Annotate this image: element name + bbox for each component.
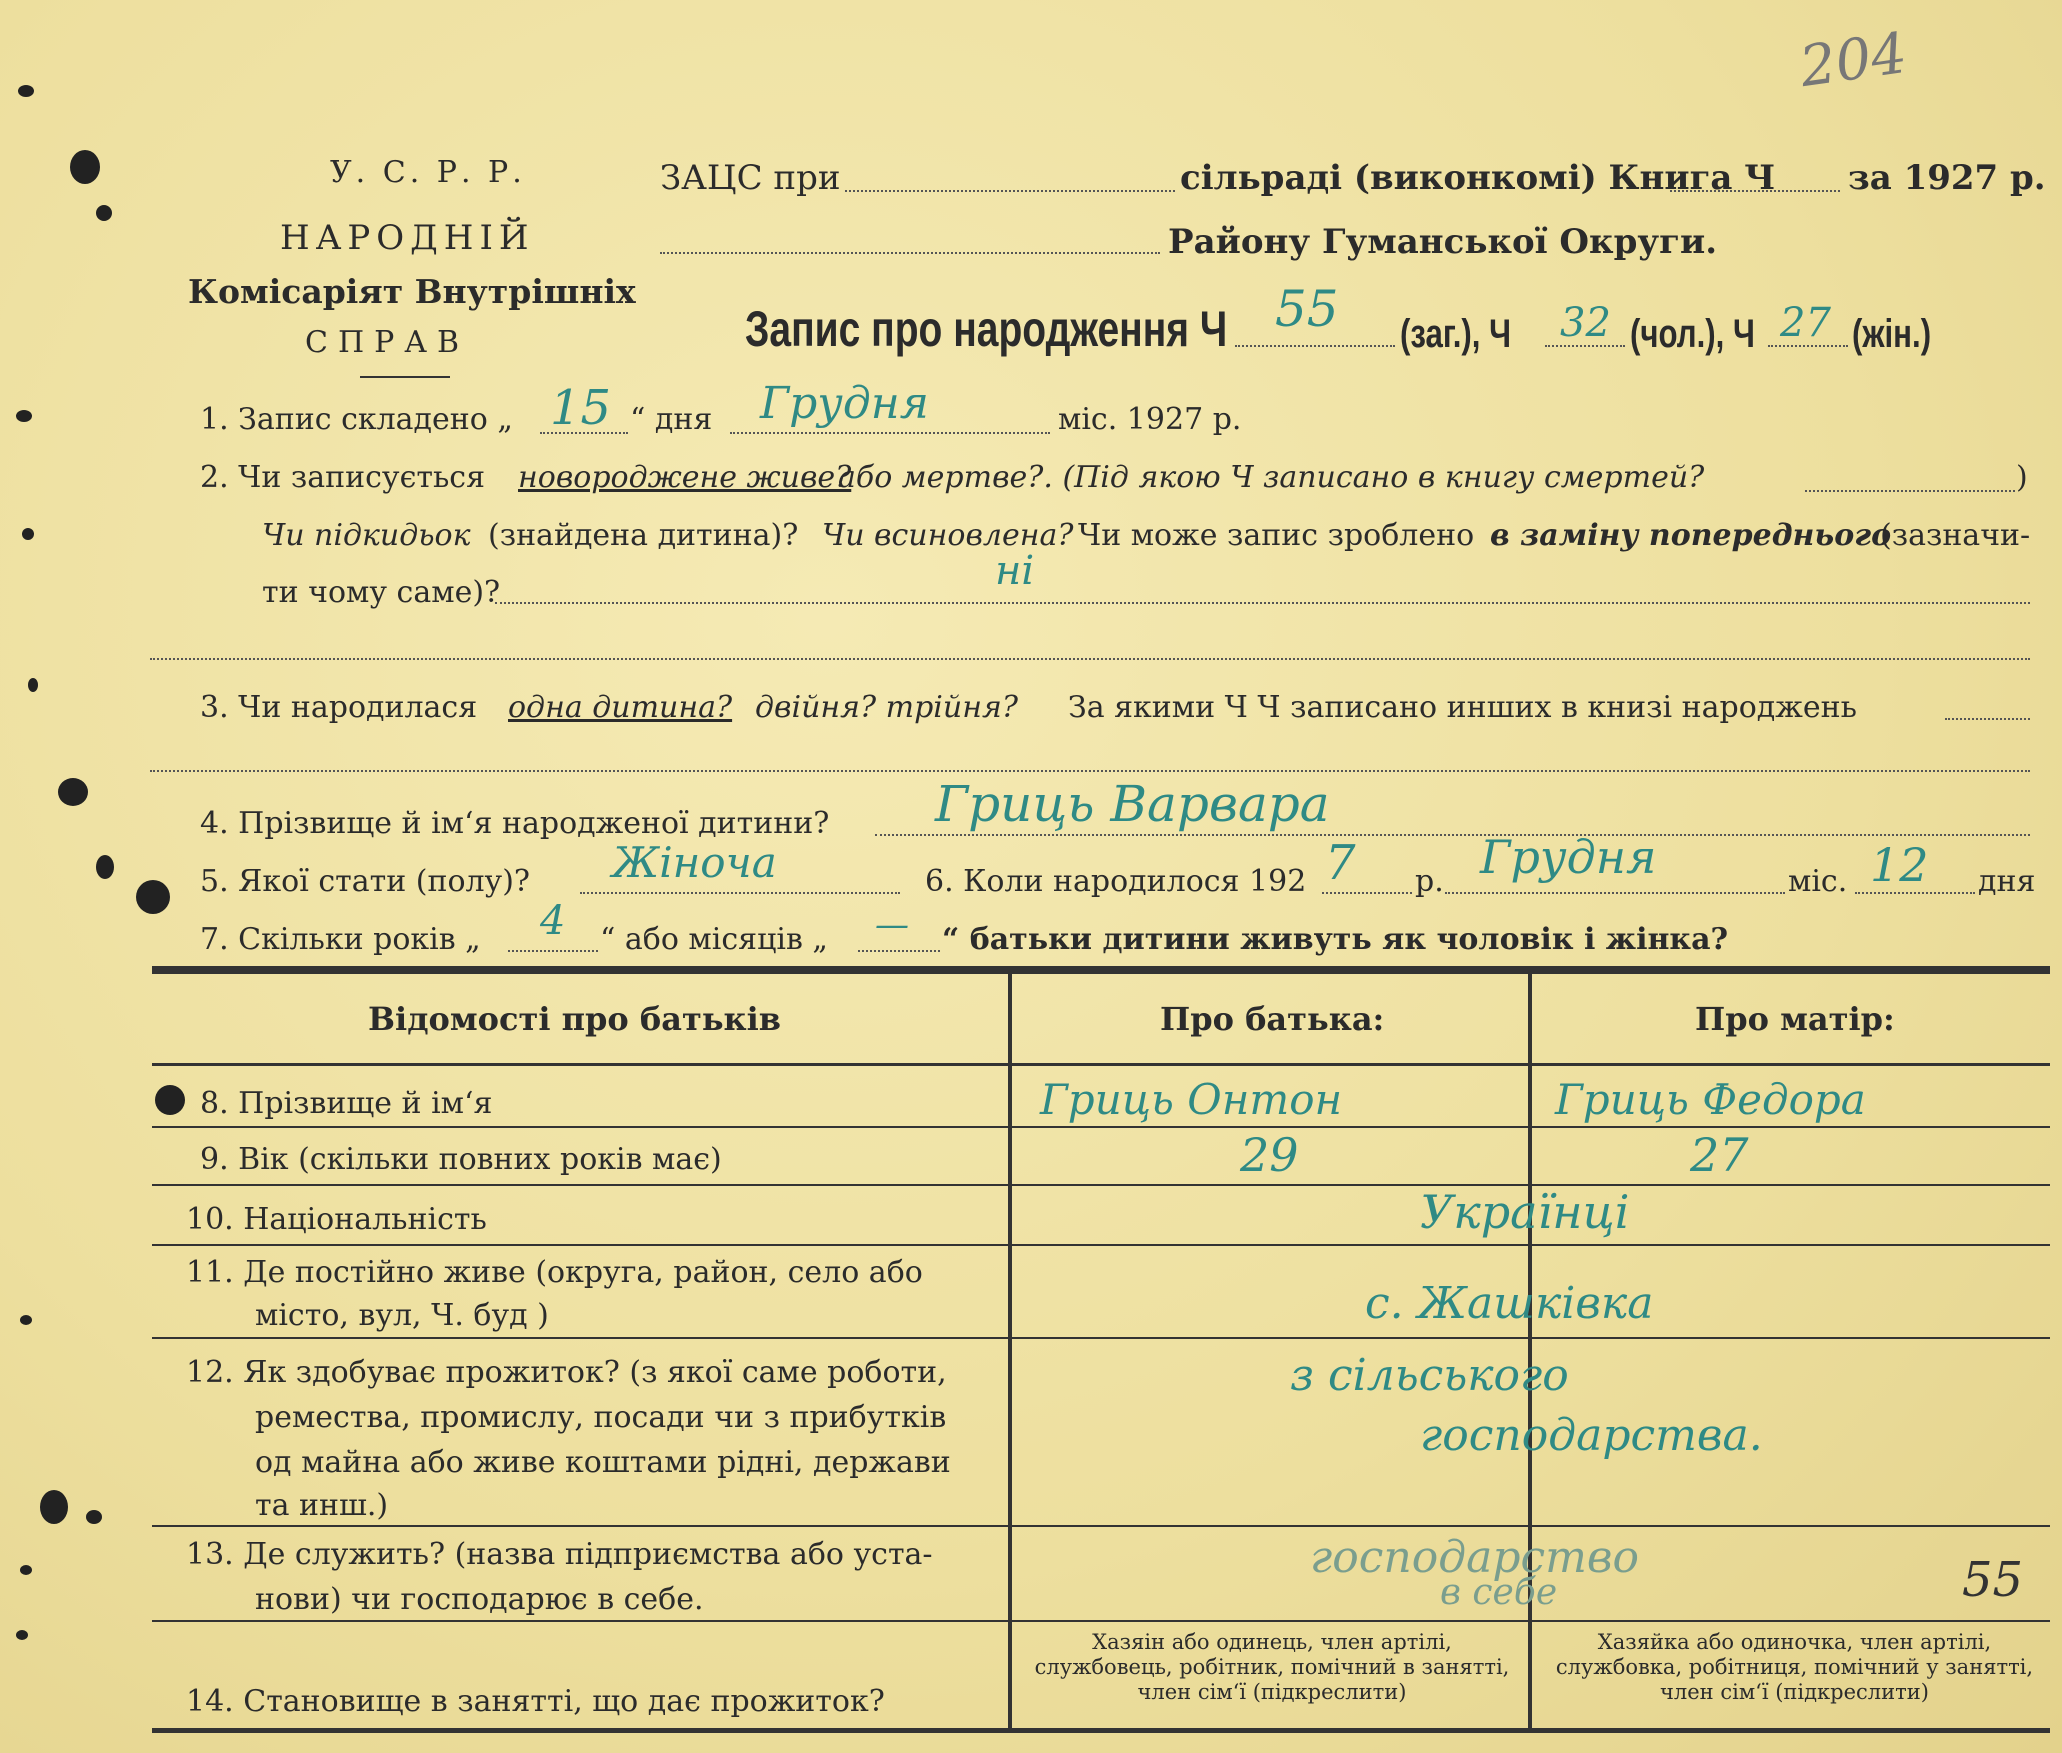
- q2-death-blank: [1805, 490, 2015, 492]
- q2-line2-f: (зазначи-: [1880, 518, 2031, 553]
- q1-prefix: 1. Запис складено „: [200, 402, 513, 437]
- punch-hole: [20, 1315, 32, 1325]
- q2-line1-c: або мертве?. (Під якою Ч записано в книгу смертей?: [838, 460, 1705, 495]
- row9-mother: 27: [1690, 1128, 1749, 1182]
- q1-mid: “ дня: [630, 402, 713, 437]
- row-rule: [152, 1525, 2050, 1527]
- q4-label: 4. Прізвище й ім‘я народженої дитини?: [200, 806, 830, 841]
- q6-dnya: дня: [1978, 864, 2036, 899]
- q6-year: 7: [1325, 835, 1356, 891]
- q6-day-blank: [1855, 892, 1975, 894]
- q7-years: 4: [540, 898, 566, 944]
- q2-reason-blank: [495, 602, 2030, 604]
- row-rule: [152, 1244, 2050, 1246]
- row11-label-1: 11. Де постійно живе (округа, район, село або: [186, 1255, 923, 1290]
- row14-father-options: Хазяін або одинець, член артілі, службовець, робітник, помічний в занятті, член сім‘ї (підкреслити): [1034, 1630, 1510, 1704]
- female-number: 27: [1780, 300, 1831, 346]
- punch-hole: [16, 1630, 28, 1640]
- district-line: Району Гуманської Округи.: [1168, 222, 1718, 262]
- punch-hole: [136, 880, 170, 914]
- header-state: У. С. Р. Р.: [330, 155, 526, 190]
- q6-prefix: 6. Коли народилося 192: [925, 864, 1307, 899]
- q2-extra-blank: [150, 658, 2030, 660]
- general-no-blank: [1235, 345, 1395, 347]
- punch-hole: [155, 1085, 185, 1115]
- office-suffix: за 1927 р.: [1848, 158, 2046, 198]
- q2-line1-end: ): [2016, 460, 2028, 495]
- row-rule: [152, 1337, 2050, 1339]
- row14-mother-options: Хазяйка або одиночка, член артілі, службовка, робітниця, помічний у занятті, член сім‘ї (підкреслити): [1555, 1630, 2034, 1704]
- q7-c: “ батьки дитини живуть як чоловік і жінка?: [942, 922, 1729, 957]
- q5-answer: Жіноча: [612, 838, 777, 887]
- row8-label: 8. Прізвище й ім‘я: [200, 1086, 493, 1121]
- row9-father: 29: [1240, 1128, 1299, 1182]
- row12-label-1: 12. Як здобуває прожиток? (з якої саме роботи,: [186, 1355, 947, 1390]
- q6-month-blank: [1445, 892, 1785, 894]
- row8-mother: Гриць Федора: [1555, 1075, 1866, 1124]
- punch-hole: [86, 1510, 102, 1524]
- q2-line2-c: Чи всиновлена?: [822, 518, 1074, 553]
- q4-blank: [875, 834, 2030, 836]
- punch-hole: [58, 778, 88, 806]
- row13-both-1: господарство: [1310, 1532, 1639, 1583]
- q2-answer: ні: [995, 548, 1035, 594]
- page-number: 204: [1795, 20, 1911, 101]
- q6-mis: міс.: [1788, 864, 1848, 899]
- row-rule: [152, 1620, 2050, 1622]
- punch-hole: [28, 678, 38, 692]
- record-title: Запис про народження Ч: [745, 301, 1228, 357]
- table-bottom-rule: [152, 1728, 2050, 1733]
- row14-label: 14. Становище в занятті, що дає прожиток?: [186, 1684, 885, 1719]
- q1-month: Грудня: [760, 378, 929, 429]
- punch-hole: [20, 1565, 32, 1575]
- row10-both: Українці: [1420, 1185, 1630, 1239]
- female-suffix: (жін.): [1852, 312, 1932, 356]
- q2-line1-b: новороджене живе?: [518, 460, 852, 495]
- row13-label-2: нови) чи господарює в себе.: [255, 1582, 704, 1617]
- q2-line2-b: (знайдена дитина)?: [488, 518, 799, 553]
- row12-both-1: з сільського: [1290, 1350, 1569, 1401]
- q3-c: двійня? трійня?: [755, 690, 1018, 725]
- row8-father: Гриць Онтон: [1040, 1075, 1343, 1124]
- office-middle: сільраді (виконкомі) Книга Ч: [1180, 158, 1776, 198]
- header-line1: НАРОДНІЙ: [280, 218, 535, 258]
- header-line2: Комісаріят Внутрішніх: [188, 272, 636, 311]
- office-prefix: ЗАЦС при: [660, 158, 841, 198]
- q3-extra-blank: [150, 770, 2030, 772]
- q4-answer: Гриць Варвара: [935, 775, 1330, 833]
- row13-both-2: в себе: [1440, 1572, 1558, 1613]
- q1-suffix: міс. 1927 р.: [1058, 402, 1242, 437]
- header-rule: [360, 376, 450, 378]
- q5-blank: [580, 892, 900, 894]
- header-mother: Про матір:: [1695, 1000, 1895, 1038]
- male-suffix: (чол.), Ч: [1630, 312, 1755, 356]
- punch-hole: [40, 1490, 68, 1524]
- office-blank: [845, 190, 1175, 192]
- header-line3: СПРАВ: [305, 325, 470, 360]
- q6-day: 12: [1870, 838, 1929, 892]
- column-divider: [1008, 970, 1012, 1730]
- q2-line2-d: Чи може запис зроблено: [1078, 518, 1475, 553]
- punch-hole: [18, 85, 34, 97]
- row12-label-4: та инш.): [255, 1488, 389, 1523]
- punch-hole: [22, 528, 34, 540]
- row10-label: 10. Національність: [186, 1202, 487, 1237]
- q6-year-blank: [1322, 892, 1412, 894]
- q7-months-blank: [858, 950, 940, 952]
- punch-hole: [96, 205, 112, 221]
- district-blank: [660, 252, 1160, 254]
- q7-a: 7. Скільки років „: [200, 922, 481, 957]
- punch-hole: [70, 150, 100, 184]
- margin-note: 55: [1962, 1552, 2024, 1608]
- row-rule: [152, 1184, 2050, 1186]
- row11-label-2: місто, вул, Ч. буд ): [255, 1298, 549, 1333]
- q7-b: “ або місяців „: [600, 922, 828, 957]
- general-suffix: (заг.), Ч: [1400, 312, 1512, 356]
- q3-blank: [1945, 718, 2030, 720]
- row9-label: 9. Вік (скільки повних років має): [200, 1142, 722, 1177]
- punch-hole: [16, 410, 32, 422]
- q2-line2-e: в заміну попереднього: [1490, 518, 1892, 553]
- header-info: Відомості про батьків: [368, 1000, 782, 1038]
- table-top-rule: [152, 966, 2050, 974]
- punch-hole: [96, 855, 114, 879]
- q1-month-blank: [730, 432, 1050, 434]
- q5-label: 5. Якої стати (полу)?: [200, 864, 530, 899]
- row12-both-2: господарства.: [1420, 1410, 1763, 1461]
- q6-month: Грудня: [1480, 830, 1657, 884]
- q6-r: р.: [1415, 864, 1444, 899]
- q1-day: 15: [550, 380, 612, 436]
- q7-years-blank: [508, 950, 598, 952]
- male-number: 32: [1560, 300, 1611, 346]
- table-header-rule: [152, 1063, 2050, 1066]
- q7-months: —: [875, 905, 909, 945]
- row13-label-1: 13. Де служить? (назва підприємства або уста-: [186, 1537, 933, 1572]
- q3-d: За якими Ч Ч записано инших в книзі народжень: [1068, 690, 1857, 725]
- book-blank: [1670, 190, 1840, 192]
- q2-line1-a: 2. Чи записується: [200, 460, 486, 495]
- q3-b: одна дитина?: [508, 690, 733, 725]
- row12-label-2: ремества, промислу, посади чи з прибутків: [255, 1400, 947, 1435]
- row12-label-3: од майна або живе коштами рідні, держави: [255, 1445, 951, 1480]
- q2-line2-a: Чи підкидьок: [262, 518, 471, 553]
- q2-line3: ти чому саме)?: [262, 575, 501, 610]
- q3-a: 3. Чи народилася: [200, 690, 478, 725]
- row11-both: с. Жашківка: [1365, 1278, 1654, 1329]
- row-rule: [152, 1126, 2050, 1128]
- header-father: Про батька:: [1160, 1000, 1385, 1038]
- general-number: 55: [1275, 280, 1339, 338]
